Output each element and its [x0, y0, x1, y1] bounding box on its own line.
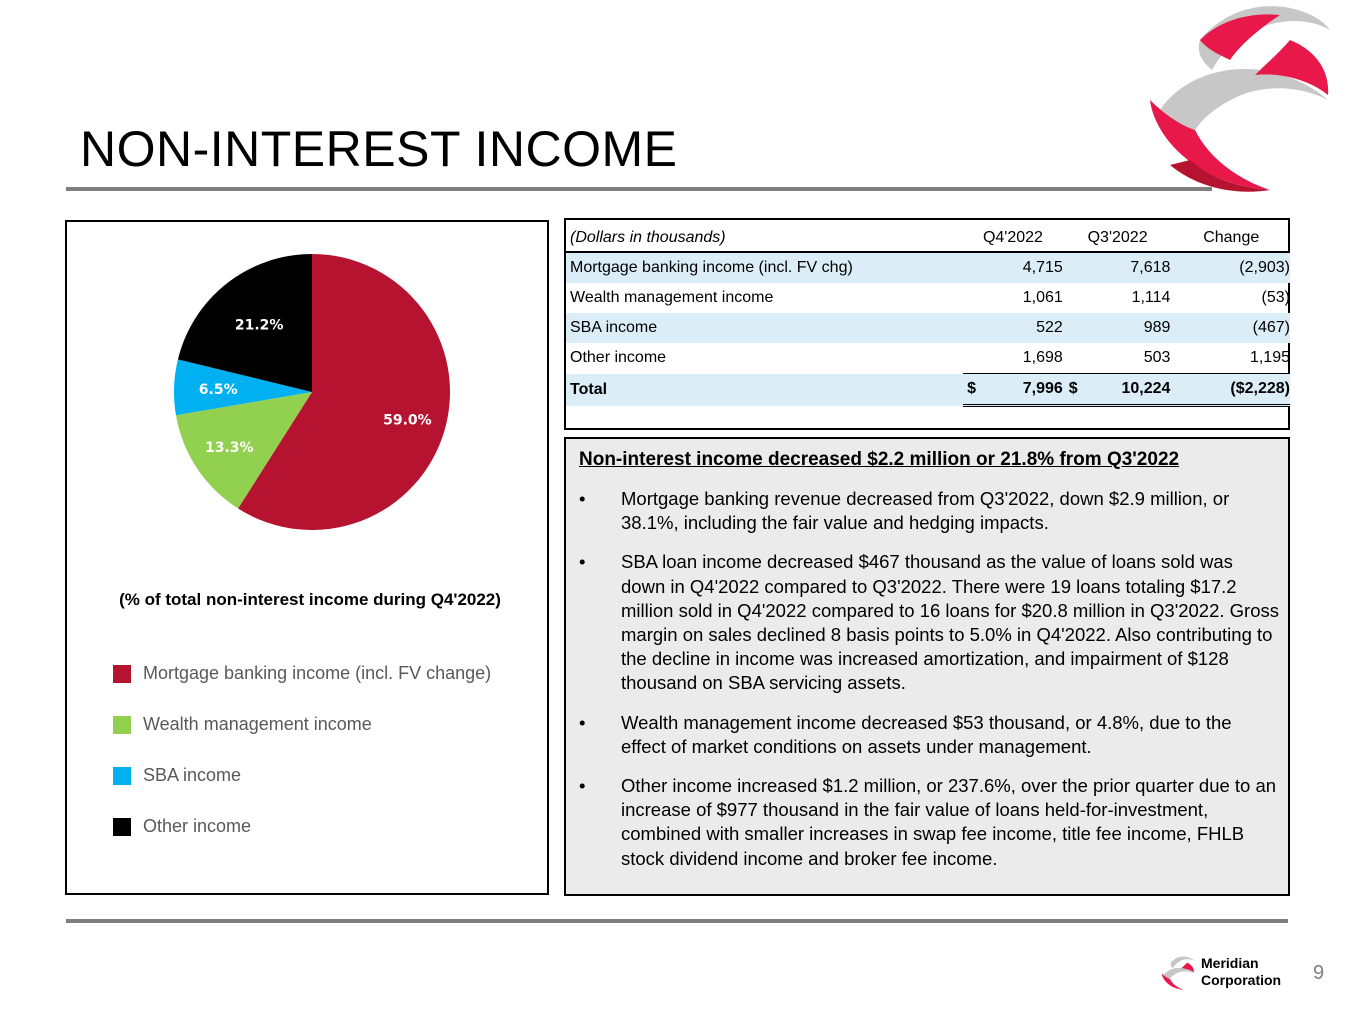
table-total-q3 — [1065, 374, 1173, 406]
pie-data-label: 13.3% — [205, 440, 254, 457]
table-cell: 1,114 — [1131, 289, 1171, 306]
bullet-item — [579, 487, 1279, 535]
bullet-icon: • — [579, 775, 586, 797]
bullet-text: Wealth management income decreased $53 thousand, or 4.8%, due to the effect of market conditions on assets under management. — [621, 711, 1232, 757]
currency-symbol: $ — [1068, 380, 1078, 397]
legend-swatch — [113, 767, 131, 785]
pie-data-label: 6.5% — [198, 381, 238, 398]
table-header-cell: Q4'2022 — [963, 224, 1065, 252]
total-value: 10,224 — [1121, 380, 1171, 397]
legend-swatch — [113, 818, 131, 836]
commentary-heading: Non-interest income decreased $2.2 million or 21.8% from Q3'2022 — [579, 449, 1180, 470]
bullet-text: Other income increased $1.2 million, or 237.6%, over the prior quarter due to an increase of $977 thousand in the fair value of loans held-for-investment, combined with smaller increases in swap fee income, title fee income, FHLB stock dividend income and broker fee income. — [621, 775, 1277, 869]
legend-swatch — [113, 665, 131, 683]
brand-name — [1201, 955, 1281, 989]
bullet-text: Mortgage banking revenue decreased from Q3'2022, down $2.9 million, or 38.1%, including the fair value and hedging impacts. — [621, 488, 1230, 534]
brand-line: Corporation — [1201, 972, 1282, 988]
table-cell: SBA income — [566, 313, 963, 343]
table-total-label: Total — [566, 374, 963, 406]
table-total-q4 — [963, 374, 1065, 406]
table-total-row — [566, 374, 1290, 406]
table-cell: Other income — [570, 349, 667, 367]
table-header-cell: Q3'2022 — [1065, 224, 1173, 252]
currency-symbol: $ — [967, 380, 977, 397]
legend-item — [113, 801, 491, 852]
table-cell: 503 — [1065, 343, 1173, 374]
table-row — [566, 313, 1290, 343]
bullet-icon: • — [579, 551, 586, 573]
table-cell: 989 — [1065, 313, 1173, 343]
pie-chart — [167, 247, 457, 537]
commentary-bullets — [579, 487, 1279, 886]
table-cell: Mortgage banking income (incl. FV chg) — [566, 252, 963, 283]
table-cell: (467) — [1172, 313, 1290, 343]
bullet-item — [579, 550, 1279, 695]
meridian-small-logo-icon — [1160, 955, 1196, 991]
table-cell: 4,715 — [963, 252, 1065, 283]
legend-label: Wealth management income — [143, 714, 372, 734]
chart-legend — [113, 648, 491, 852]
meridian-logo-icon — [1140, 0, 1340, 195]
table-cell: Wealth management income — [570, 289, 774, 306]
legend-item — [113, 750, 491, 801]
page-title: NON-INTEREST INCOME — [80, 121, 678, 177]
income-table — [566, 224, 1290, 407]
legend-label: Other income — [143, 816, 252, 836]
table-cell: 7,618 — [1065, 252, 1173, 283]
table-header-cell: (Dollars in thousands) — [566, 224, 963, 252]
table-row — [566, 343, 1290, 374]
total-value: 7,996 — [1022, 380, 1063, 397]
chart-panel — [65, 220, 549, 895]
table-row — [566, 283, 1290, 313]
table-row — [566, 252, 1290, 283]
legend-item — [113, 648, 491, 699]
bullet-item — [579, 711, 1279, 759]
legend-swatch — [113, 716, 131, 734]
chart-caption: (% of total non-interest income during Q4'2022) — [119, 590, 501, 609]
bullet-text: SBA loan income decreased $467 thousand as the value of loans sold was down in Q4'2022 compared to Q3'2022. There were 19 loans totaling $17.2 million sold in Q4'2022 compared to 16 loans for $20.8 million in Q3'2022. Gross margin on sales declined 8 basis points to 5.0% in Q4'2022. Also contributing to the decline in income was increased amortization, and impairment of $128 thousand on SBA servicing assets. — [621, 551, 1280, 694]
table-cell: (53) — [1261, 289, 1290, 306]
brand-line: Meridian — [1201, 955, 1259, 971]
legend-label: Mortgage banking income (incl. FV change) — [143, 663, 492, 683]
legend-label: SBA income — [143, 765, 242, 785]
table-cell: 1,698 — [963, 343, 1065, 374]
title-divider — [66, 187, 1212, 191]
table-cell: 1,061 — [1022, 289, 1063, 306]
bullet-icon: • — [579, 711, 586, 733]
bullet-icon: • — [579, 488, 586, 509]
pie-data-label: 21.2% — [234, 317, 284, 334]
table-total-change: ($2,228) — [1172, 374, 1290, 406]
page-number: 9 — [1313, 962, 1325, 984]
table-cell: 522 — [963, 313, 1065, 343]
bullet-item — [579, 774, 1279, 871]
legend-item — [113, 699, 491, 750]
table-cell: 1,195 — [1172, 343, 1290, 374]
commentary-panel — [564, 437, 1290, 896]
income-table-panel — [564, 218, 1290, 430]
footer-divider — [66, 919, 1288, 923]
table-cell: (2,903) — [1172, 252, 1290, 283]
table-header-row — [566, 224, 1290, 252]
pie-data-label: 59.0% — [383, 412, 432, 429]
table-header-cell: Change — [1172, 224, 1290, 252]
